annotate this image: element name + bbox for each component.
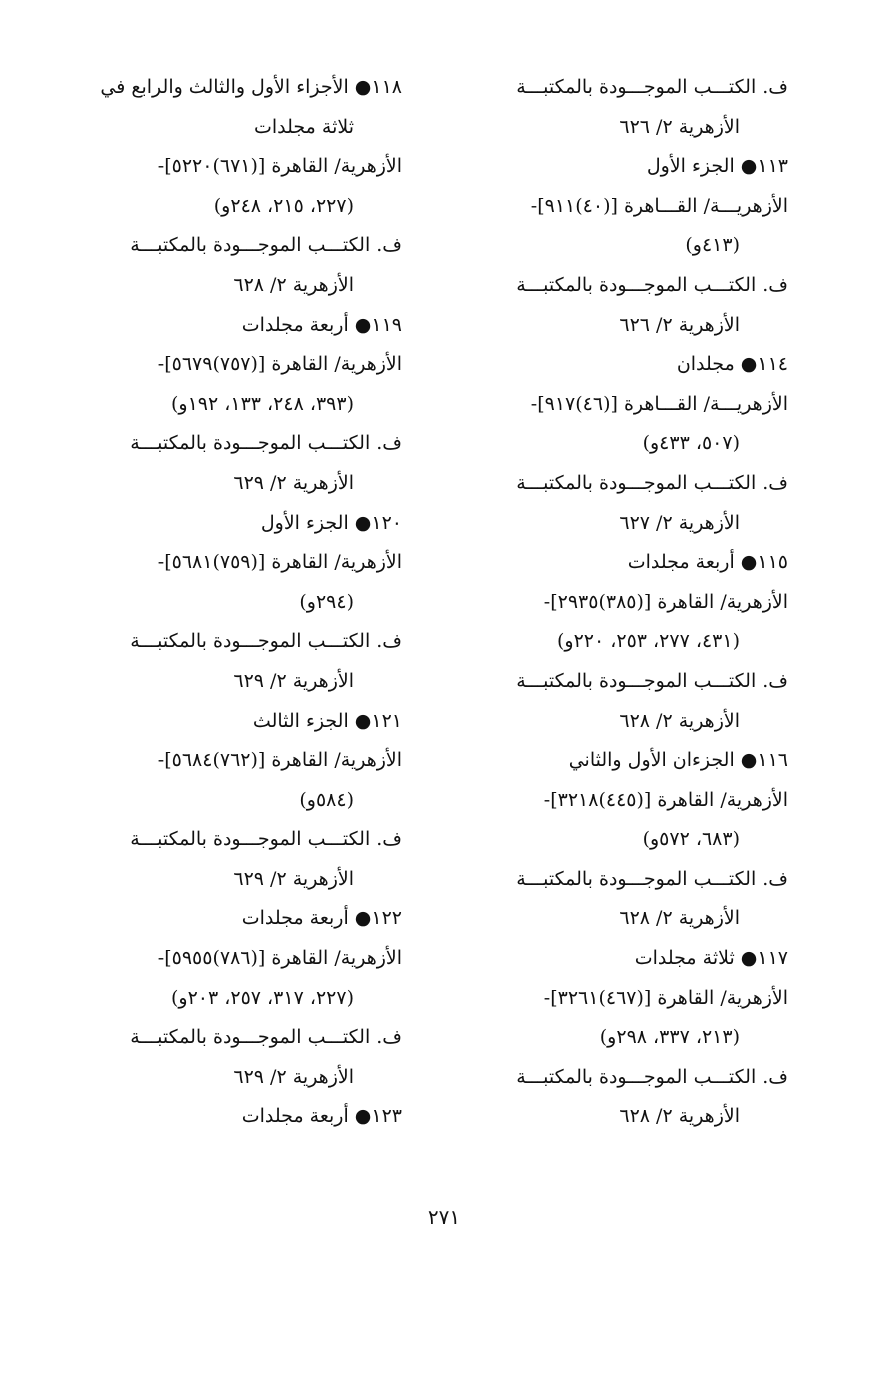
entry-continuation-line: (٣٩٣، ٢٤٨، ١٣٣، ١٩٢و)	[170, 392, 354, 415]
entry-line: ف. الكتـــب الموجـــودة بالمكتبـــة	[130, 1026, 402, 1049]
entry-continuation-line: الأزهرية ٢/ ٦٢٨	[619, 1105, 740, 1128]
entry-continuation-line: الأزهرية ٢/ ٦٢٦	[619, 115, 740, 138]
entry-line: الأزهرية/ القاهرة [(٤٦٧)٣٢٦١]-	[543, 986, 788, 1009]
entry-line: ف. الكتـــب الموجـــودة بالمكتبـــة	[130, 234, 402, 257]
entry-continuation-line: الأزهرية ٢/ ٦٢٩	[233, 669, 354, 692]
entry-continuation-line: الأزهرية ٢/ ٦٢٧	[619, 511, 740, 534]
entry-continuation-line: الأزهرية ٢/ ٦٢٩	[233, 1065, 354, 1088]
left-column	[52, 68, 402, 1137]
entry-continuation-line: (٥٨٤و)	[299, 788, 354, 811]
entry-continuation-line: الأزهرية ٢/ ٦٢٩	[233, 867, 354, 890]
entry-heading: ١١٤● مجلدان	[676, 353, 788, 376]
entry-line: ف. الكتـــب الموجـــودة بالمكتبـــة	[516, 471, 788, 494]
entry-line: ف. الكتـــب الموجـــودة بالمكتبـــة	[130, 828, 402, 851]
entry-line: ف. الكتـــب الموجـــودة بالمكتبـــة	[130, 432, 402, 455]
entry-heading: ١٢٠● الجزء الأول	[260, 511, 402, 534]
entry-heading: ١١٦● الجزءان الأول والثاني	[568, 749, 788, 772]
entry-heading: ١١٣● الجزء الأول	[646, 155, 788, 178]
entry-heading: ١١٨● الأجزاء الأول والثالث والرابع في	[100, 76, 402, 98]
entry-line: ف. الكتـــب الموجـــودة بالمكتبـــة	[516, 669, 788, 692]
entry-line: الأزهرية/ القاهرة [(٤٤٥)٣٢١٨]-	[543, 788, 788, 811]
entry-line: ف. الكتـــب الموجـــودة بالمكتبـــة	[130, 630, 402, 653]
entry-line: الأزهريـــة/ القـــاهرة [(٤٦)٩١٧]-	[530, 392, 788, 415]
entry-continuation-line: (٤١٣و)	[685, 234, 740, 257]
entry-heading: ١٢٣● أربعة مجلدات	[241, 1105, 402, 1128]
page-number: ٢٧١	[427, 1205, 461, 1229]
entry-continuation-line: (٢١٣، ٣٣٧، ٢٩٨و)	[599, 1026, 740, 1049]
entry-line: الأزهرية/ القاهرة [(٦٧١)٥٢٢٠]-	[157, 155, 402, 178]
entry-line: الأزهرية/ القاهرة [(٧٥٩)٥٦٨١]-	[157, 551, 402, 574]
entry-line: الأزهرية/ القاهرة [(٧٥٧)٥٦٧٩]-	[157, 353, 402, 376]
right-column	[438, 68, 788, 1137]
entry-heading: ١١٧● ثلاثة مجلدات	[634, 947, 788, 970]
entry-line: الأزهرية/ القاهرة [(٧٨٦)٥٩٥٥]-	[157, 947, 402, 970]
entry-continuation-line: ثلاثة مجلدات	[253, 115, 354, 138]
entry-line: ف. الكتـــب الموجـــودة بالمكتبـــة	[516, 867, 788, 890]
entry-continuation-line: الأزهرية ٢/ ٦٢٨	[619, 907, 740, 930]
entry-continuation-line: (٦٨٣، ٥٧٢و)	[642, 828, 740, 851]
entry-continuation-line: (٢٢٧، ٣١٧، ٢٥٧، ٢٠٣و)	[170, 986, 354, 1009]
entry-line: ف. الكتـــب الموجـــودة بالمكتبـــة	[516, 1065, 788, 1088]
entry-heading: ١١٩● أربعة مجلدات	[241, 313, 402, 336]
entry-line: الأزهرية/ القاهرة [(٣٨٥)٢٩٣٥]-	[543, 590, 788, 613]
entry-heading: ١٢١● الجزء الثالث	[252, 709, 402, 732]
entry-continuation-line: (٢٢٧، ٢١٥، ٢٤٨و)	[213, 194, 354, 217]
entry-heading: ١١٥● أربعة مجلدات	[627, 551, 788, 574]
entry-line: ف. الكتـــب الموجـــودة بالمكتبـــة	[516, 273, 788, 296]
entry-heading: ١٢٢● أربعة مجلدات	[241, 907, 402, 930]
entry-continuation-line: الأزهرية ٢/ ٦٢٨	[619, 709, 740, 732]
entry-continuation-line: الأزهرية ٢/ ٦٢٦	[619, 313, 740, 336]
entry-continuation-line: الأزهرية ٢/ ٦٢٨	[233, 273, 354, 296]
entry-line: ف. الكتـــب الموجـــودة بالمكتبـــة	[516, 76, 788, 98]
entry-line: الأزهريـــة/ القـــاهرة [(٤٠)٩١١]-	[530, 194, 788, 217]
entry-continuation-line: (٤٣١، ٢٧٧، ٢٥٣، ٢٢٠و)	[556, 630, 740, 653]
entry-continuation-line: (٢٩٤و)	[299, 590, 354, 613]
entry-line: الأزهرية/ القاهرة [(٧٦٢)٥٦٨٤]-	[157, 749, 402, 772]
entry-continuation-line: (٥٠٧، ٤٣٣و)	[642, 432, 740, 455]
entry-continuation-line: الأزهرية ٢/ ٦٢٩	[233, 471, 354, 494]
